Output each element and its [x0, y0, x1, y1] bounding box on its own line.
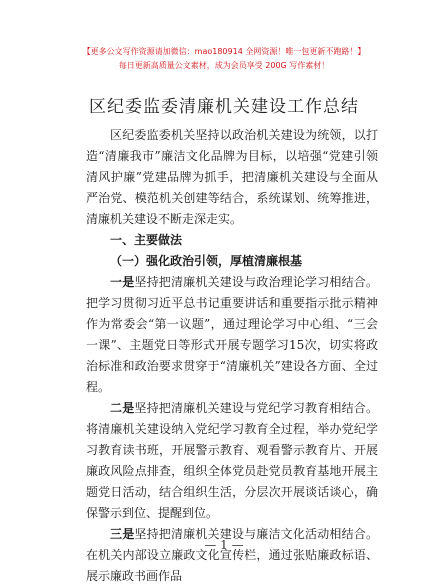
document-body [86, 125, 378, 587]
paragraph-2 [86, 398, 378, 524]
intro-paragraph: 区纪委监委机关坚持以政治机关建设为统领，以打造“清廉我市”廉洁文化品牌为目标，以培强“党建引领清风护廉”党建品牌为抓手，把清廉机关建设与全面从严治党、模范机关创建等结合，系统谋划、统筹推进，清廉机关建设不断走深走实。 [86, 128, 378, 226]
document-title: 区纪委监委清廉机关建设工作总结 [89, 97, 359, 117]
paragraph-1-lead: 一是 [110, 275, 135, 289]
promo-banner-line-2: 每日更新高质量公文素材，成为会员享受 200G 写作素材！ [118, 61, 330, 70]
paragraph-2-text: 坚持把清廉机关建设与党纪学习教育相结合。将清廉机关建设纳入党纪学习教育全过程，举办党纪学习教育读书班，开展警示教育、观看警示教育片、开展廉政风险点排查，组织全体党员赴党员教育基地开展主题党日活动，结合组织生活，分层次开展谈话谈心，确保警示到位、提醒到位。 [86, 401, 378, 520]
page-number: — 1 — [204, 538, 244, 552]
paragraph-1 [86, 272, 378, 398]
paragraph-1-text: 坚持把清廉机关建设与政治理论学习相结合。把学习贯彻习近平总书记重要讲话和重要指示批示精神作为常委会“第一议题”，通过理论学习中心组、“三会一课”、主题党日等形式开展专题学习15次，切实将政治标准和政治要求贯穿于“清廉机关”建设各方面、全过程。 [86, 275, 378, 394]
paragraph-3-lead: 三是 [110, 527, 135, 541]
paragraph-2-lead: 二是 [110, 401, 135, 415]
promo-banner-line-1: 【更多公文写作资源请加微信：mao180914 全网资源！唯一包更新不跑路！】 [82, 47, 366, 56]
subsection-heading: （一）强化政治引领，厚植清廉根基 [110, 254, 303, 268]
paragraph-3-text: 坚持把清廉机关建设与廉洁文化活动相结合。在机关内部设立廉政文化宣传栏，通过张贴廉政标语、展示廉政书画作品 [86, 527, 378, 583]
paragraph-3 [86, 524, 378, 587]
section-heading: 一、主要做法 [110, 233, 183, 247]
